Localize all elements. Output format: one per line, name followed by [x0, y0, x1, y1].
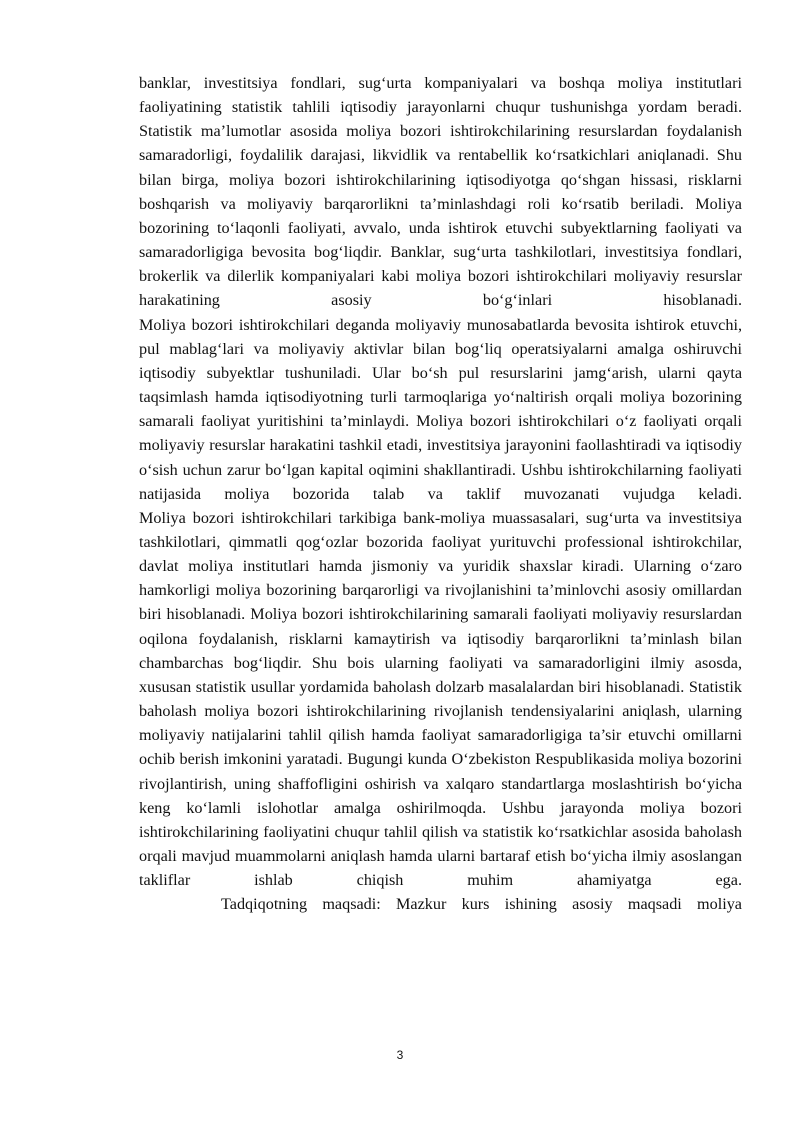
paragraph-market-participants-definition: Moliya bozori ishtirokchilari deganda moliyaviy munosabatlarda bevosita ishtirok etuvchi, pul mablag‘lari va moliyaviy aktivlar bilan bog‘liq operatsiyalarni amalga oshiruvchi iqtisodiy subyektlar tushuniladi. Ular bo‘sh pul resurslarini jamg‘arish, ularni qayta taqsimlash hamda iqtisodiyotning turli tarmoqlariga yo‘naltirish orqali moliya bozorining samarali faoliyat yuritishini ta’minlaydi. Moliya bozori ishtirokchilari o‘z faoliyati orqali moliyaviy resurslar harakatini tashkil etadi, investitsiya jarayonini faollashtiradi va iqtisodiy o‘sish uchun zarur bo‘lgan kapital oqimini shakllantiradi. Ushbu ishtirokchilarning faoliyati natijasida moliya bozorida talab va taklif muvozanati vujudga keladi. [139, 315, 742, 503]
body-text [139, 71, 742, 916]
page-number: 3 [396, 1048, 404, 1062]
paragraph-financial-analysis: banklar, investitsiya fondlari, sug‘urta kompaniyalari va boshqa moliya institutlari faoliyatining statistik tahlili iqtisodiy jarayonlarni chuqur tushunishga yordam beradi. Statistik ma’lumotlar asosida moliya bozori ishtirokchilarining resurslardan foydalanish samaradorligi, foydalilik darajasi, likvidlik va rentabellik ko‘rsatkichlari aniqlanadi. Shu bilan birga, moliya bozori ishtirokchilarining iqtisodiyotga qo‘shgan hissasi, risklarni boshqarish va moliyaviy barqarorlikni ta’minlashdagi roli ko‘rsatib beriladi. Moliya bozorining to‘laqonli faoliyati, avvalo, unda ishtirok etuvchi subyektlarning faoliyati va samaradorligiga bevosita bog‘liqdir. Banklar, sug‘urta tashkilotlari, investitsiya fondlari, brokerlik va dilerlik kompaniyalari kabi moliya bozori ishtirokchilari moliyaviy resurslar harakatining asosiy bo‘g‘inlari hisoblanadi. [139, 74, 742, 310]
paragraph-research-goal: Tadqiqotning maqsadi: Mazkur kurs ishining asosiy maqsadi moliya [221, 895, 742, 914]
paragraph-participants-composition: Moliya bozori ishtirokchilari tarkibiga bank-moliya muassasalari, sug‘urta va investitsiya tashkilotlari, qimmatli qog‘ozlar bozorida faoliyat yurituvchi professional ishtirokchilar, davlat moliya institutlari hamda jismoniy va yuridik shaxslar kiradi. Ularning o‘zaro hamkorligi moliya bozorining barqarorligi va rivojlanishini ta’minlovchi asosiy omillardan biri hisoblanadi. Moliya bozori ishtirokchilarining samarali faoliyati moliyaviy resurslardan oqilona foydalanish, risklarni kamaytirish va iqtisodiy barqarorlikni ta’minlash bilan chambarchas bog‘liqdir. Shu bois ularning faoliyati va samaradorligini ilmiy asosda, xususan statistik usullar yordamida baholash dolzarb masalalardan biri hisoblanadi. Statistik baholash moliya bozori ishtirokchilarining rivojlanish tendensiyalarini aniqlash, ularning moliyaviy natijalarini tahlil qilish hamda faoliyat samaradorligiga ta’sir etuvchi omillarni ochib berish imkonini yaratadi. Bugungi kunda O‘zbekiston Respublikasida moliya bozorini rivojlantirish, uning shaffofligini oshirish va xalqaro standartlarga moslashtirish bo‘yicha keng ko‘lamli islohotlar amalga oshirilmoqda. Ushbu jarayonda moliya bozori ishtirokchilarining faoliyatini chuqur tahlil qilish va statistik ko‘rsatkichlar asosida baholash orqali mavjud muammolarni aniqlash hamda ularni bartaraf etish bo‘yicha ilmiy asoslangan takliflar ishlab chiqish muhim ahamiyatga ega. [139, 508, 742, 890]
